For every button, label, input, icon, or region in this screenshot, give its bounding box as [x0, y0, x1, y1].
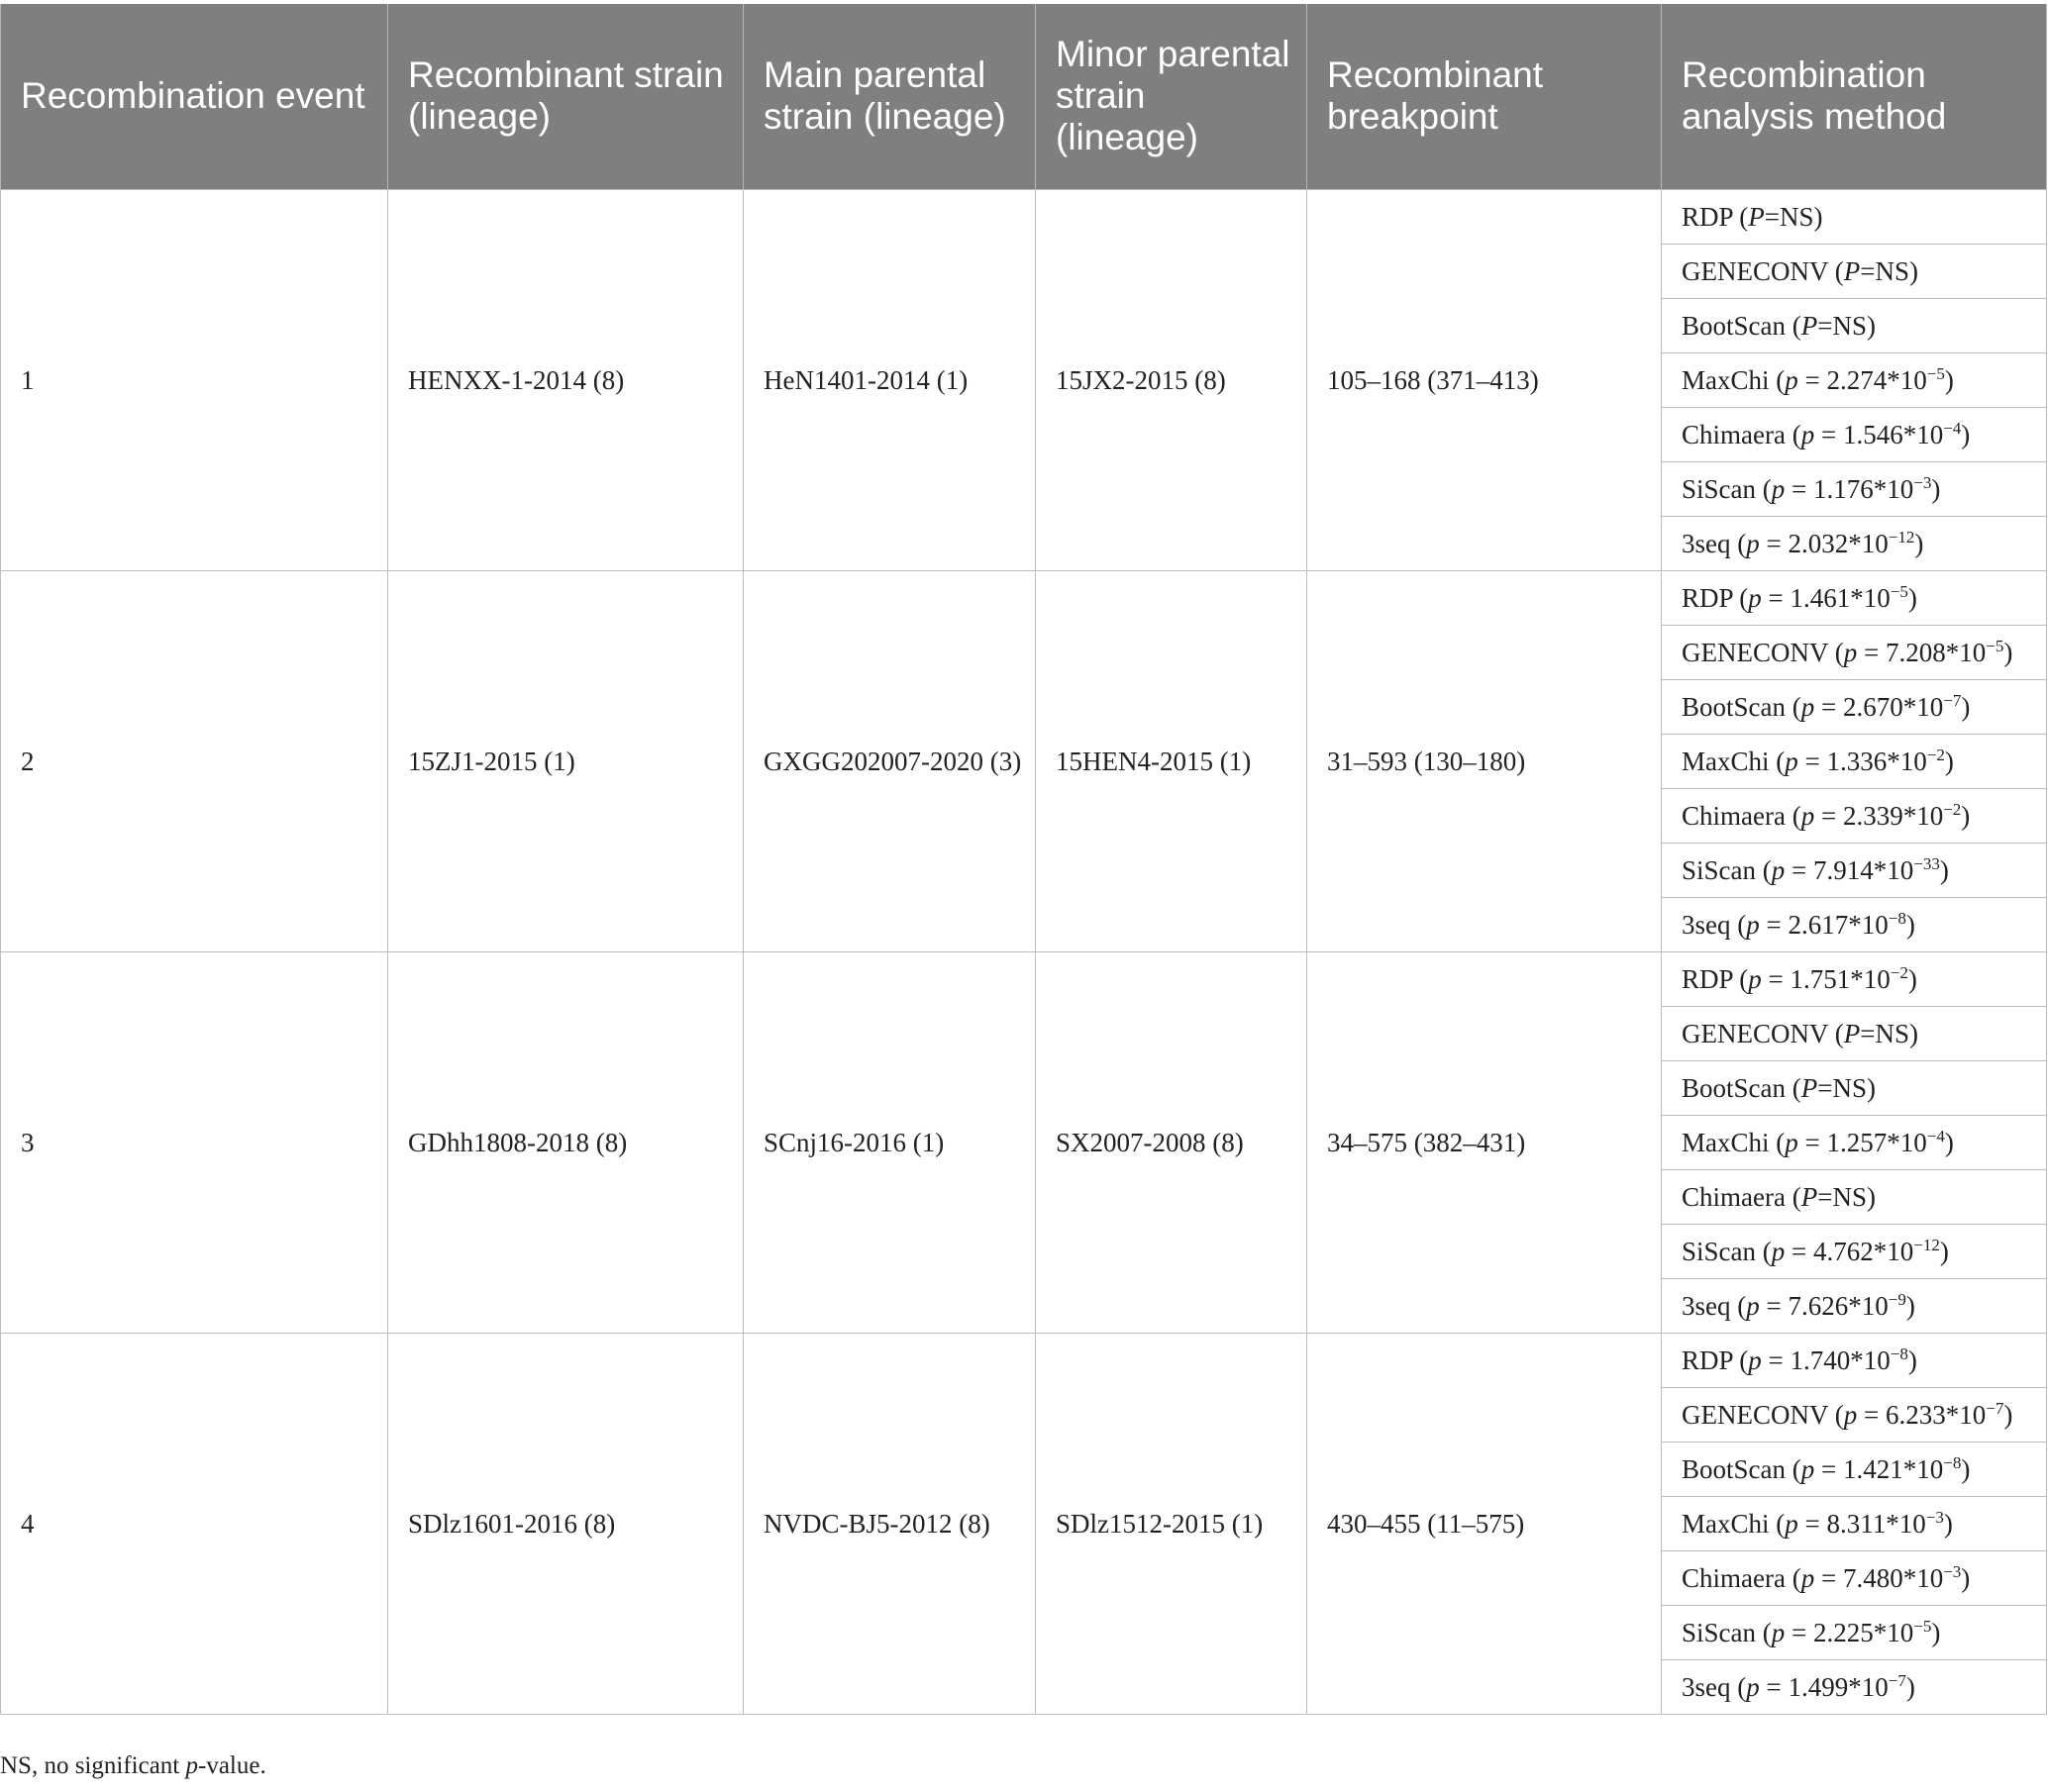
method-open: (: [1756, 1236, 1772, 1266]
cell-method: [1662, 298, 2047, 352]
header-analysis-method: Recombination analysis method: [1662, 4, 2047, 189]
method-eq: =: [1814, 800, 1843, 831]
method-stat: p: [1746, 1290, 1760, 1321]
method-eq: =: [1797, 1127, 1827, 1157]
method-eq: =: [1857, 637, 1886, 667]
method-value: 2.339*10: [1842, 800, 1944, 831]
method-eq: =: [1797, 1508, 1827, 1539]
method-open: (: [1786, 1453, 1801, 1484]
method-name: BootScan: [1682, 1453, 1786, 1484]
method-open: (: [1828, 1399, 1844, 1430]
method-close: ): [1905, 1671, 1915, 1702]
method-eq: =: [1817, 1181, 1833, 1212]
cell-method: [1662, 843, 2047, 897]
method-stat: p: [1785, 1127, 1798, 1157]
method-stat: p: [1843, 1399, 1858, 1430]
method-open: (: [1785, 800, 1801, 831]
method-open: (: [1730, 909, 1747, 940]
cell-method: [1662, 1496, 2047, 1550]
method-name: Chimaera: [1682, 1562, 1786, 1593]
method-open: (: [1786, 691, 1801, 722]
method-stat: p: [1843, 637, 1858, 667]
method-stat: p: [1800, 800, 1815, 831]
method-open: (: [1786, 310, 1801, 341]
method-exponent: −7: [1888, 1670, 1906, 1690]
method-stat: p: [1746, 909, 1760, 940]
header-recombination-event: Recombination event: [1, 4, 388, 189]
method-eq: =: [1860, 255, 1876, 286]
method-open: (: [1828, 255, 1844, 286]
method-close: ): [2003, 637, 2013, 667]
method-stat: P: [1800, 310, 1818, 341]
method-exponent: −33: [1913, 853, 1940, 873]
method-open: (: [1756, 1617, 1772, 1647]
method-close: ): [1944, 746, 1954, 776]
method-value: 1.257*10: [1826, 1127, 1927, 1157]
cell-breakpoint: 34–575 (382–431): [1307, 951, 1662, 1333]
method-close: ): [2003, 1399, 2013, 1430]
method-eq: =: [1857, 1399, 1886, 1430]
method-eq: =: [1797, 364, 1827, 395]
cell-method: [1662, 1006, 2047, 1060]
header-row: [1, 4, 2047, 189]
method-close: ): [1944, 1127, 1954, 1157]
cell-method: [1662, 1115, 2047, 1169]
method-name: GENECONV: [1682, 255, 1828, 286]
method-name: GENECONV: [1682, 637, 1828, 667]
footnote-prefix: NS, no significant: [0, 1752, 186, 1779]
method-close: ): [1914, 528, 1924, 558]
method-open: (: [1785, 419, 1801, 449]
cell-method: [1662, 951, 2047, 1006]
method-close: ): [1909, 255, 1918, 286]
method-name: 3seq: [1682, 528, 1731, 558]
method-close: ): [1867, 1072, 1876, 1103]
header-recombinant-strain: Recombinant strain (lineage): [388, 4, 744, 189]
footnote-italic: p: [185, 1752, 198, 1779]
cell-method: [1662, 1060, 2047, 1115]
method-close: ): [1909, 1018, 1918, 1048]
table-row: [1, 1333, 2047, 1387]
method-value: 1.751*10: [1790, 963, 1891, 994]
method-stat: p: [1746, 528, 1760, 558]
method-open: (: [1756, 473, 1772, 504]
method-eq: =: [1759, 1671, 1789, 1702]
method-open: (: [1730, 528, 1747, 558]
method-name: RDP: [1682, 963, 1733, 994]
method-close: ): [1944, 364, 1954, 395]
method-value: NS: [1832, 310, 1867, 341]
method-stat: p: [1800, 1562, 1815, 1593]
method-close: ): [1943, 1508, 1953, 1539]
method-exponent: −5: [1926, 363, 1945, 383]
method-close: ): [1907, 963, 1917, 994]
method-open: (: [1786, 1072, 1801, 1103]
method-close: ): [1907, 1344, 1917, 1375]
method-close: ): [1931, 473, 1941, 504]
cell-main-parental-strain: SCnj16-2016 (1): [744, 951, 1036, 1333]
method-exponent: −5: [1986, 636, 2004, 655]
recombination-table: [0, 4, 2047, 1715]
method-eq: =: [1759, 1290, 1789, 1321]
cell-method: [1662, 734, 2047, 788]
method-close: ): [1961, 1562, 1971, 1593]
method-close: ): [1939, 1236, 1949, 1266]
method-exponent: −9: [1888, 1289, 1906, 1309]
method-eq: =: [1785, 1617, 1813, 1647]
method-value: 8.311*10: [1826, 1508, 1926, 1539]
method-close: ): [1961, 419, 1971, 449]
method-stat: p: [1748, 1344, 1762, 1375]
method-stat: P: [1843, 1018, 1861, 1048]
cell-method: [1662, 1659, 2047, 1714]
method-open: (: [1769, 1127, 1786, 1157]
method-stat: p: [1748, 963, 1762, 994]
method-eq: =: [1785, 854, 1813, 885]
method-name: Chimaera: [1682, 419, 1786, 449]
method-open: (: [1769, 1508, 1786, 1539]
method-value: NS: [1875, 255, 1909, 286]
method-eq: =: [1761, 1344, 1791, 1375]
method-stat: P: [1843, 255, 1861, 286]
cell-breakpoint: 31–593 (130–180): [1307, 570, 1662, 951]
method-eq: =: [1785, 1236, 1813, 1266]
table-row: [1, 951, 2047, 1006]
cell-method: [1662, 1605, 2047, 1659]
method-name: Chimaera: [1682, 800, 1786, 831]
footnote: [0, 1752, 266, 1780]
method-value: 1.740*10: [1790, 1344, 1891, 1375]
method-open: (: [1732, 963, 1749, 994]
cell-method: [1662, 1169, 2047, 1224]
method-value: 7.914*10: [1813, 854, 1914, 885]
method-eq: =: [1817, 1072, 1833, 1103]
cell-main-parental-strain: GXGG202007-2020 (3): [744, 570, 1036, 951]
cell-minor-parental-strain: SDlz1512-2015 (1): [1036, 1333, 1307, 1714]
method-close: ): [1939, 854, 1949, 885]
method-close: ): [1931, 1617, 1941, 1647]
method-close: ): [1907, 582, 1917, 613]
method-close: ): [1905, 909, 1915, 940]
method-eq: =: [1814, 1453, 1843, 1484]
method-value: 2.032*10: [1788, 528, 1889, 558]
cell-method: [1662, 788, 2047, 843]
method-open: (: [1769, 364, 1786, 395]
method-open: (: [1828, 1018, 1844, 1048]
cell-method: [1662, 352, 2047, 407]
method-exponent: −5: [1890, 581, 1908, 601]
method-value: 2.670*10: [1842, 691, 1944, 722]
method-value: 7.208*10: [1885, 637, 1987, 667]
method-value: NS: [1832, 1072, 1867, 1103]
cell-recombinant-strain: GDhh1808-2018 (8): [388, 951, 744, 1333]
cell-breakpoint: 430–455 (11–575): [1307, 1333, 1662, 1714]
method-exponent: −2: [1890, 962, 1908, 982]
method-stat: p: [1748, 582, 1762, 613]
cell-breakpoint: 105–168 (371–413): [1307, 189, 1662, 570]
method-name: RDP: [1682, 201, 1733, 232]
method-eq: =: [1785, 473, 1813, 504]
method-stat: P: [1748, 201, 1765, 232]
method-value: 1.176*10: [1813, 473, 1914, 504]
method-exponent: −7: [1943, 690, 1962, 710]
cell-method: [1662, 625, 2047, 679]
cell-method: [1662, 679, 2047, 734]
method-stat: p: [1771, 473, 1786, 504]
method-value: 1.336*10: [1826, 746, 1927, 776]
method-name: MaxChi: [1682, 364, 1770, 395]
method-exponent: −8: [1888, 908, 1906, 928]
method-value: NS: [1875, 1018, 1909, 1048]
method-stat: P: [1800, 1181, 1818, 1212]
method-eq: =: [1814, 691, 1843, 722]
method-value: 7.626*10: [1788, 1290, 1889, 1321]
method-exponent: −3: [1913, 472, 1932, 492]
cell-event: 3: [1, 951, 388, 1333]
method-exponent: −4: [1943, 418, 1962, 438]
method-eq: =: [1761, 963, 1791, 994]
table-body: [1, 189, 2047, 1714]
method-eq: =: [1761, 582, 1791, 613]
method-eq: =: [1759, 528, 1789, 558]
method-exponent: −7: [1986, 1398, 2004, 1418]
method-stat: p: [1771, 1617, 1786, 1647]
header-main-parental-strain: Main parental strain (lineage): [744, 4, 1036, 189]
method-open: (: [1756, 854, 1772, 885]
method-value: 2.225*10: [1813, 1617, 1914, 1647]
method-open: (: [1732, 1344, 1749, 1375]
method-name: BootScan: [1682, 691, 1786, 722]
method-value: NS: [1832, 1181, 1867, 1212]
method-close: ): [1905, 1290, 1915, 1321]
method-name: SiScan: [1682, 1617, 1757, 1647]
cell-method: [1662, 407, 2047, 461]
cell-recombinant-strain: SDlz1601-2016 (8): [388, 1333, 744, 1714]
header-minor-parental-strain: Minor parental strain (lineage): [1036, 4, 1307, 189]
method-name: RDP: [1682, 1344, 1733, 1375]
method-exponent: −2: [1926, 745, 1945, 764]
method-value: 7.480*10: [1842, 1562, 1944, 1593]
method-eq: =: [1814, 419, 1843, 449]
method-value: 1.461*10: [1790, 582, 1891, 613]
method-close: ): [1867, 310, 1876, 341]
cell-method: [1662, 897, 2047, 951]
method-name: 3seq: [1682, 1290, 1731, 1321]
method-name: SiScan: [1682, 854, 1757, 885]
cell-method: [1662, 1387, 2047, 1442]
method-stat: p: [1771, 1236, 1786, 1266]
method-open: (: [1785, 1562, 1801, 1593]
method-name: MaxChi: [1682, 1127, 1770, 1157]
method-stat: p: [1746, 1671, 1760, 1702]
method-open: (: [1732, 201, 1749, 232]
cell-main-parental-strain: HeN1401-2014 (1): [744, 189, 1036, 570]
cell-minor-parental-strain: 15JX2-2015 (8): [1036, 189, 1307, 570]
method-name: RDP: [1682, 582, 1733, 613]
method-eq: =: [1764, 201, 1781, 232]
method-exponent: −8: [1890, 1344, 1908, 1363]
cell-recombinant-strain: 15ZJ1-2015 (1): [388, 570, 744, 951]
cell-method: [1662, 461, 2047, 516]
cell-minor-parental-strain: 15HEN4-2015 (1): [1036, 570, 1307, 951]
method-value: 4.762*10: [1813, 1236, 1914, 1266]
method-name: BootScan: [1682, 310, 1786, 341]
method-close: ): [1961, 800, 1971, 831]
method-open: (: [1730, 1290, 1747, 1321]
cell-method: [1662, 1333, 2047, 1387]
method-exponent: −8: [1943, 1452, 1962, 1472]
method-open: (: [1730, 1671, 1747, 1702]
method-eq: =: [1814, 1562, 1843, 1593]
method-value: 1.499*10: [1788, 1671, 1889, 1702]
method-close: ): [1961, 691, 1971, 722]
method-stat: p: [1800, 419, 1815, 449]
method-eq: =: [1797, 746, 1827, 776]
cell-method: [1662, 1224, 2047, 1278]
table-row: [1, 570, 2047, 625]
method-stat: p: [1800, 1453, 1815, 1484]
method-name: MaxChi: [1682, 1508, 1770, 1539]
table-row: [1, 189, 2047, 244]
cell-event: 2: [1, 570, 388, 951]
method-stat: p: [1785, 746, 1798, 776]
method-exponent: −4: [1926, 1126, 1945, 1145]
method-name: BootScan: [1682, 1072, 1786, 1103]
method-value: 6.233*10: [1885, 1399, 1987, 1430]
method-open: (: [1785, 1181, 1801, 1212]
cell-method: [1662, 189, 2047, 244]
cell-method: [1662, 1442, 2047, 1496]
cell-method: [1662, 570, 2047, 625]
method-name: GENECONV: [1682, 1399, 1828, 1430]
cell-event: 4: [1, 1333, 388, 1714]
method-exponent: −12: [1888, 527, 1915, 547]
method-close: ): [1866, 1181, 1876, 1212]
method-exponent: −12: [1913, 1235, 1940, 1254]
cell-method: [1662, 1278, 2047, 1333]
method-stat: p: [1785, 1508, 1798, 1539]
footnote-suffix: -value.: [198, 1752, 266, 1779]
method-eq: =: [1759, 909, 1789, 940]
method-name: 3seq: [1682, 1671, 1731, 1702]
method-open: (: [1828, 637, 1844, 667]
method-value: 1.421*10: [1842, 1453, 1944, 1484]
method-stat: p: [1785, 364, 1798, 395]
method-stat: p: [1800, 691, 1815, 722]
method-exponent: −3: [1925, 1507, 1944, 1527]
method-name: MaxChi: [1682, 746, 1770, 776]
method-close: ): [1961, 1453, 1971, 1484]
method-stat: P: [1800, 1072, 1818, 1103]
method-name: 3seq: [1682, 909, 1731, 940]
method-exponent: −2: [1943, 799, 1962, 819]
method-open: (: [1732, 582, 1749, 613]
method-name: SiScan: [1682, 1236, 1757, 1266]
cell-method: [1662, 244, 2047, 298]
method-close: ): [1813, 201, 1823, 232]
method-exponent: −5: [1913, 1616, 1932, 1636]
method-name: GENECONV: [1682, 1018, 1828, 1048]
method-stat: p: [1771, 854, 1786, 885]
cell-method: [1662, 516, 2047, 570]
cell-minor-parental-strain: SX2007-2008 (8): [1036, 951, 1307, 1333]
header-recombinant-breakpoint: Recombinant breakpoint: [1307, 4, 1662, 189]
cell-recombinant-strain: HENXX-1-2014 (8): [388, 189, 744, 570]
method-eq: =: [1860, 1018, 1876, 1048]
cell-method: [1662, 1550, 2047, 1605]
method-value: 1.546*10: [1842, 419, 1944, 449]
method-eq: =: [1817, 310, 1833, 341]
cell-main-parental-strain: NVDC-BJ5-2012 (8): [744, 1333, 1036, 1714]
method-value: 2.617*10: [1788, 909, 1889, 940]
method-value: 2.274*10: [1826, 364, 1927, 395]
method-value: NS: [1780, 201, 1814, 232]
method-name: SiScan: [1682, 473, 1757, 504]
method-exponent: −3: [1943, 1561, 1962, 1581]
method-open: (: [1769, 746, 1786, 776]
cell-event: 1: [1, 189, 388, 570]
method-name: Chimaera: [1682, 1181, 1786, 1212]
